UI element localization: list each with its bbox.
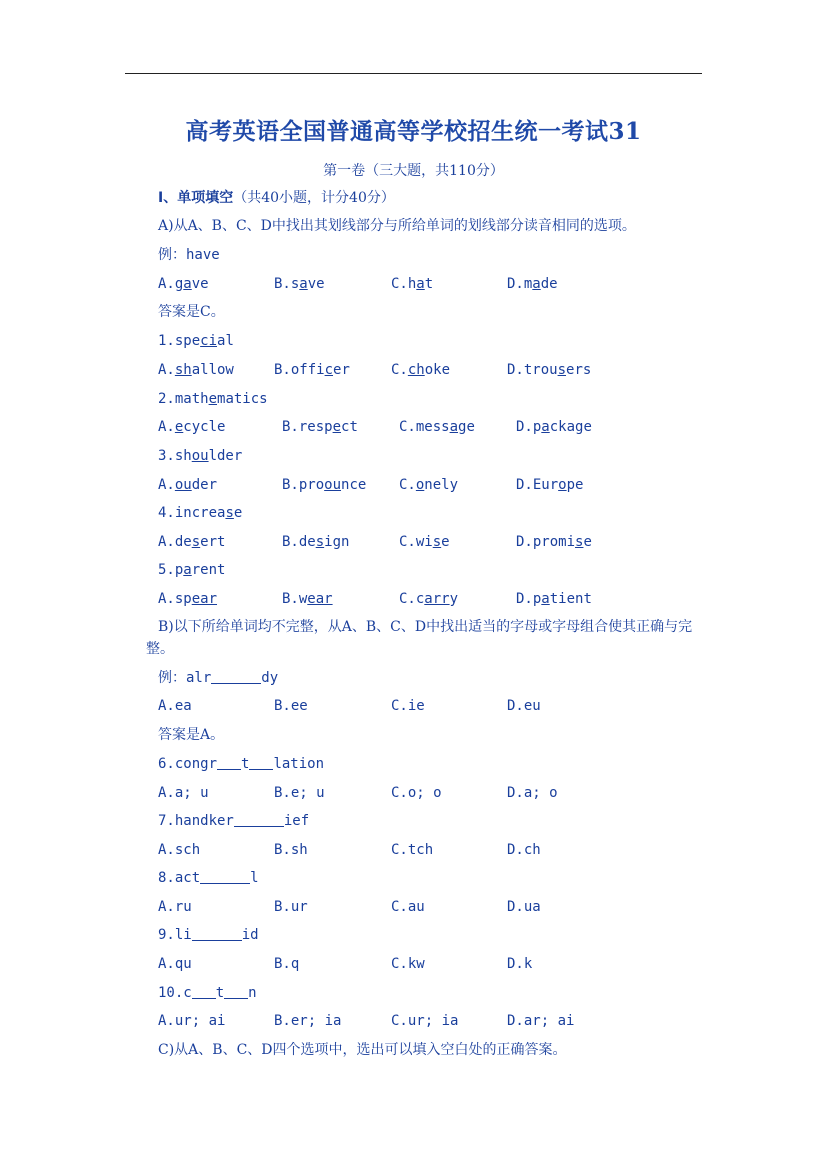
option-a: A.a; u [158, 785, 209, 801]
option-c: C.ie [391, 698, 425, 714]
option-a: A.ur; ai [158, 1013, 226, 1029]
page-title: 高考英语全国普通高等学校招生统一考试31 [185, 118, 642, 145]
option-d: D.ar; ai [507, 1013, 575, 1029]
page-subtitle: 第一卷（三大题，共110分） [323, 163, 504, 179]
option-d: D.ch [507, 842, 541, 858]
option-b: B.wear [282, 591, 333, 607]
option-b: B.design [282, 534, 350, 550]
option-b: B.officer [274, 362, 350, 378]
question-stem-7: 7.handker ief [158, 813, 310, 829]
question-stem-6: 6.congr t lation [158, 756, 325, 772]
option-c: C.message [399, 419, 475, 435]
part-b-example-options [158, 696, 718, 716]
header-rule [125, 73, 702, 74]
question-options-1 [158, 360, 718, 380]
option-d: D.eu [507, 698, 541, 714]
question-options-10 [158, 1011, 718, 1031]
option-c: C.onely [399, 477, 459, 493]
question-options-5 [158, 589, 718, 609]
option-b: B.q [274, 956, 300, 972]
option-b: B.e; u [274, 785, 325, 801]
option-b: B.ur [274, 899, 308, 915]
option-d: D.ua [507, 899, 541, 915]
question-stem-3: 3.shoulder [158, 448, 243, 464]
question-options-8 [158, 897, 718, 917]
part-c-instruction: C)从A、B、C、D四个选项中，选出可以填入空白处的正确答案。 [158, 1042, 567, 1058]
option-a: A.shallow [158, 362, 234, 378]
part-b-example-answer: 答案是A。 [158, 727, 225, 743]
question-options-2 [158, 417, 718, 437]
option-d: D.package [516, 419, 592, 435]
option-a: A.ouder [158, 477, 218, 493]
option-b: B.respect [282, 419, 358, 435]
section-heading [158, 187, 395, 207]
part-a-instruction: A)从A、B、C、D中找出其划线部分与所给单词的划线部分读音相同的选项。 [158, 218, 636, 234]
option-c: C.ur; ia [391, 1013, 459, 1029]
question-stem-10: 10.c t n [158, 985, 257, 1001]
option-d: D.a; o [507, 785, 558, 801]
option-a: A.ecycle [158, 419, 226, 435]
option-c: C.o; o [391, 785, 442, 801]
question-stem-1: 1.special [158, 333, 234, 349]
option-b: B.save [274, 276, 325, 292]
section-note: （共40小题，计分40分） [233, 190, 395, 206]
option-a: A.sch [158, 842, 201, 858]
option-a: A.ea [158, 698, 192, 714]
part-a-example-label: 例：have [158, 247, 220, 263]
question-options-4 [158, 532, 718, 552]
option-c: C.carry [399, 591, 459, 607]
option-a: A.qu [158, 956, 192, 972]
option-b: B.er; ia [274, 1013, 342, 1029]
part-b-instruction: B)以下所给单词均不完整，从A、B、C、D中找出适当的字母或字母组合使其正确与完整。 [146, 619, 693, 657]
option-d: D.promise [516, 534, 592, 550]
option-d: D.k [507, 956, 533, 972]
section-title: I、单项填空 [158, 190, 234, 206]
question-options-6 [158, 783, 718, 803]
option-c: C.au [391, 899, 425, 915]
option-c: C.kw [391, 956, 425, 972]
option-c: C.tch [391, 842, 434, 858]
question-stem-9: 9.li id [158, 927, 259, 943]
option-d: D.Europe [516, 477, 584, 493]
question-stem-4: 4.increase [158, 505, 243, 521]
option-a: A.spear [158, 591, 218, 607]
part-a-example-answer: 答案是C。 [158, 304, 225, 320]
part-b-example: 例：alr dy [158, 670, 279, 686]
option-a: A.desert [158, 534, 226, 550]
option-a: A.ru [158, 899, 192, 915]
question-options-3 [158, 475, 718, 495]
option-c: C.wise [399, 534, 450, 550]
option-c: C.choke [391, 362, 451, 378]
option-b: B.ee [274, 698, 308, 714]
question-stem-8: 8.act l [158, 870, 259, 886]
option-b: B.sh [274, 842, 308, 858]
option-d: D.trousers [507, 362, 592, 378]
question-stem-5: 5.parent [158, 562, 226, 578]
option-b: B.proounce [282, 477, 367, 493]
option-c: C.hat [391, 276, 434, 292]
question-options-9 [158, 954, 718, 974]
option-a: A.gave [158, 276, 209, 292]
option-d: D.patient [516, 591, 592, 607]
question-stem-2: 2.mathematics [158, 391, 268, 407]
option-d: D.made [507, 276, 558, 292]
question-options-7 [158, 840, 718, 860]
part-a-example-options [158, 274, 718, 294]
